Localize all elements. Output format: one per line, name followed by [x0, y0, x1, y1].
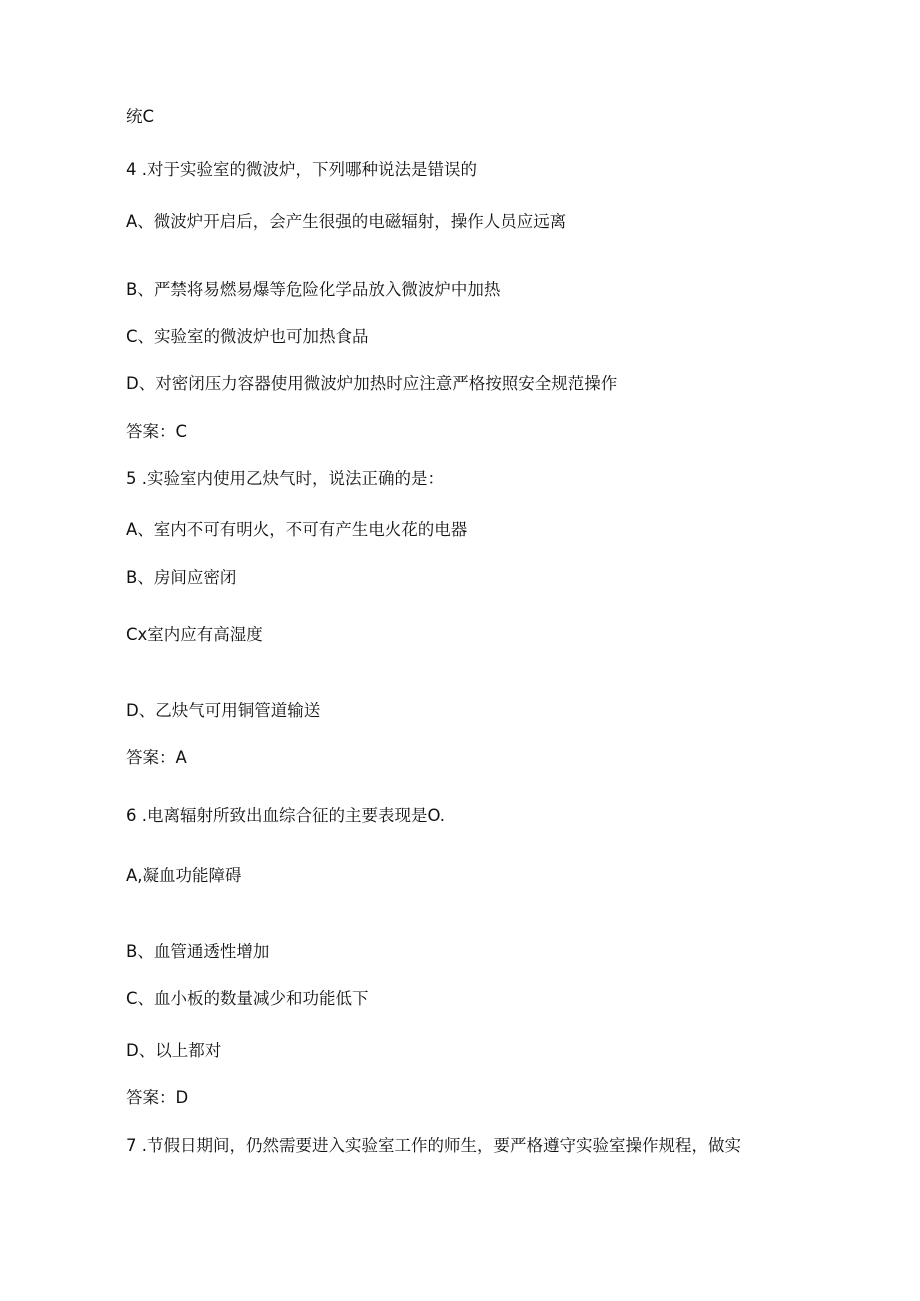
question-5-option-d: D、乙炔气可用铜管道输送 — [126, 701, 321, 720]
text-line-continuation: 统C — [126, 107, 155, 126]
question-6: 6 .电离辐射所致出血综合征的主要表现是O. — [126, 806, 446, 825]
question-5-option-c: Cx室内应有高湿度 — [126, 625, 263, 644]
question-6-option-b: B、血管通透性增加 — [126, 942, 270, 961]
question-5-answer: 答案：A — [126, 748, 187, 767]
question-4-option-c: C、实验室的微波炉也可加热食品 — [126, 327, 369, 346]
question-4-option-a: A、微波炉开启后，会产生很强的电磁辐射，操作人员应远离 — [126, 212, 567, 231]
question-6-option-d: D、以上都对 — [126, 1041, 222, 1060]
question-6-answer: 答案：D — [126, 1088, 189, 1107]
question-5-option-a: A、室内不可有明火，不可有产生电火花的电器 — [126, 520, 468, 539]
question-5: 5 .实验室内使用乙炔气时，说法正确的是： — [126, 469, 444, 488]
question-7: 7 .节假日期间，仍然需要进入实验室工作的师生，要严格遵守实验室操作规程，做实 — [126, 1136, 741, 1155]
question-4-option-d: D、对密闭压力容器使用微波炉加热时应注意严格按照安全规范操作 — [126, 374, 618, 393]
question-6-option-a: A,凝血功能障碍 — [126, 866, 242, 885]
question-4: 4 .对于实验室的微波炉，下列哪种说法是错误的 — [126, 160, 477, 179]
question-4-option-b: B、严禁将易燃易爆等危险化学品放入微波炉中加热 — [126, 280, 501, 299]
question-5-option-b: B、房间应密闭 — [126, 568, 237, 587]
question-4-answer: 答案：C — [126, 422, 188, 441]
question-6-option-c: C、血小板的数量减少和功能低下 — [126, 989, 369, 1008]
